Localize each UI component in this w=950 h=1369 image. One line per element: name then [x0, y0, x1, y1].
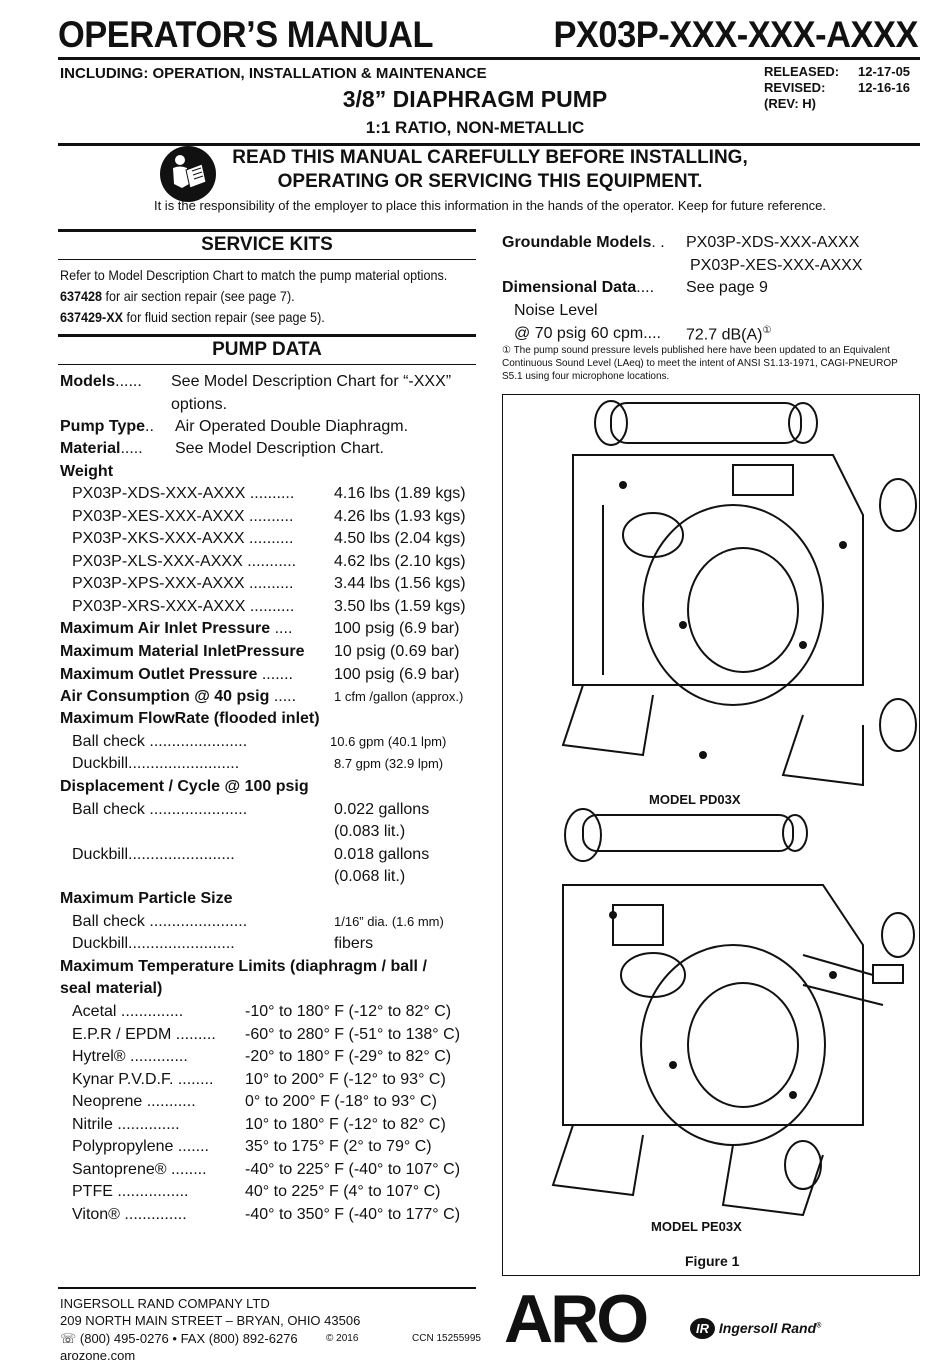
dot-leader: ..........: [249, 598, 295, 615]
dot-leader: ...........: [247, 552, 297, 570]
part-duck-label: Duckbill: [72, 935, 129, 952]
part-duck-value: fibers: [334, 935, 374, 952]
disp-ball-label: Ball check: [72, 801, 145, 818]
pump-data-rule: [58, 334, 476, 337]
dot-leader: ..........: [248, 575, 294, 593]
dot-leader: ........................: [128, 846, 235, 863]
temperature-range: 10° to 200° F (-12° to 93° C): [245, 1070, 446, 1088]
dot-leader: ......................: [149, 913, 248, 930]
company-name: INGERSOLL RAND COMPANY LTD: [60, 1296, 270, 1311]
flow-rate-heading: Maximum FlowRate (flooded inlet): [60, 710, 320, 727]
noise-footnote-mark: ①: [762, 325, 772, 336]
dot-leader: ..............: [120, 1003, 184, 1020]
ingersoll-rand-logo: IR Ingersoll Rand®: [690, 1318, 821, 1339]
particle-heading: Maximum Particle Size: [60, 890, 233, 907]
temperature-material: Acetal: [72, 1003, 117, 1020]
disp-ball-value-2: (0.083 lit.): [334, 823, 406, 840]
revised-value: 12-16-16: [858, 80, 911, 95]
dot-leader: ..: [145, 418, 154, 435]
temperature-range: 0° to 200° F (-18° to 93° C): [245, 1093, 437, 1110]
fluid-kit-text: for fluid section repair (see page 5).: [123, 309, 325, 325]
weight-value: 3.44 lbs (1.56 kgs): [334, 575, 466, 593]
temperature-material: Polypropylene: [72, 1138, 174, 1155]
weight-model: PX03P-XDS-XXX-AXXX: [72, 485, 246, 502]
weight-value: 4.62 lbs (2.10 kgs): [334, 552, 466, 570]
dimensional-value: See page 9: [686, 279, 768, 296]
pump-pe03x-illustration: [503, 805, 919, 1225]
weight-value: 4.26 lbs (1.93 kgs): [334, 507, 466, 525]
groundable-value-2: PX03P-XES-XXX-AXXX: [690, 257, 863, 274]
revision: (REV: H): [764, 96, 816, 111]
fluid-section-kit: [60, 309, 325, 325]
flow-duck-value: 8.7 gpm (32.9 lpm): [334, 756, 444, 771]
dot-leader: ..............: [124, 1205, 187, 1223]
weight-model: PX03P-XPS-XXX-AXXX: [72, 575, 245, 593]
air-consumption-label: Air Consumption @ 40 psig: [60, 688, 270, 705]
dot-leader: ..............: [117, 1115, 180, 1133]
flow-duck-label: Duckbill: [72, 755, 129, 772]
disp-ball-value: 0.022 gallons: [334, 801, 430, 818]
company-address: 209 NORTH MAIN STREET – BRYAN, OHIO 43506: [60, 1313, 361, 1328]
temperature-range: 40° to 225° F (4° to 107° C): [245, 1183, 441, 1200]
dot-leader: ....: [636, 279, 655, 296]
temperature-material: Neoprene: [72, 1093, 143, 1110]
dot-leader: ......: [115, 373, 142, 390]
dot-leader: ....: [643, 325, 661, 342]
weight-value: 4.16 lbs (1.89 kgs): [334, 485, 466, 502]
noise-label: Noise Level: [514, 302, 598, 319]
dot-leader: ........: [170, 1160, 207, 1178]
air-kit-text: for air section repair (see page 7).: [102, 288, 295, 304]
part-ball-label: Ball check: [72, 913, 145, 930]
models-value-2: options.: [171, 396, 228, 413]
ir-mark: IR: [690, 1318, 715, 1339]
dot-leader: . .: [651, 234, 665, 251]
pump-data-underline: [58, 364, 476, 365]
pump-data-heading: PUMP DATA: [212, 339, 322, 360]
temperature-material: Nitrile: [72, 1115, 113, 1133]
revised-label: REVISED:: [764, 80, 826, 95]
dot-leader: ......................: [149, 801, 248, 818]
ingersoll-rand-name: Ingersoll Rand: [718, 1320, 817, 1336]
temperature-range: -10° to 180° F (-12° to 82° C): [245, 1003, 452, 1020]
temperature-range: -40° to 350° F (-40° to 177° C): [245, 1205, 461, 1223]
part-ball-value: 1/16” dia. (1.6 mm): [334, 914, 444, 929]
weight-model: PX03P-XES-XXX-AXXX: [72, 507, 245, 525]
ccn-number: CCN 15255995: [412, 1333, 481, 1344]
warning-line-2: OPERATING OR SERVICING THIS EQUIPMENT.: [277, 171, 703, 192]
displacement-heading: Displacement / Cycle @ 100 psig: [60, 778, 309, 795]
dot-leader: .............: [130, 1048, 188, 1065]
released-value: 12-17-05: [858, 64, 911, 79]
weight-value: 4.50 lbs (2.04 kgs): [334, 530, 466, 548]
groundable-label: Groundable Models: [502, 234, 652, 251]
dot-leader: ......................: [149, 733, 248, 750]
max-material-label: Maximum Material InletPressure: [60, 643, 305, 660]
manual-title: OPERATOR’S MANUAL: [58, 14, 434, 55]
fluid-kit-code: 637429-XX: [60, 309, 124, 325]
groundable-row: [502, 234, 665, 252]
weight-model: PX03P-XRS-XXX-AXXX: [72, 598, 246, 615]
groundable-value-1: PX03P-XDS-XXX-AXXX: [686, 234, 860, 251]
dimensional-row: [502, 279, 654, 297]
phone-icon: ☏: [60, 1331, 77, 1346]
dot-leader: ................: [117, 1183, 189, 1200]
service-kits-underline: [58, 259, 476, 260]
dot-leader: .......: [261, 666, 293, 683]
noise-value: 72.7 dB(A): [686, 326, 763, 344]
disp-duck-value: 0.018 gallons: [334, 846, 430, 863]
noise-value-row: [686, 325, 771, 344]
figure-frame: [502, 394, 920, 1276]
max-air-value: 100 psig (6.9 bar): [334, 620, 460, 637]
dot-leader: ..........: [248, 530, 294, 548]
dot-leader: .........: [175, 1025, 216, 1043]
copyright: © 2016: [326, 1333, 359, 1344]
flow-ball-value: 10.6 gpm (40.1 lpm): [330, 734, 447, 749]
dot-leader: ....: [274, 620, 293, 637]
material-label: Material: [60, 440, 121, 457]
weight-model: PX03P-XKS-XXX-AXXX: [72, 530, 245, 548]
temperature-material: E.P.R / EPDM: [72, 1025, 172, 1043]
pump-type-value: Air Operated Double Diaphragm.: [175, 418, 409, 435]
temperature-material: Viton®: [72, 1205, 120, 1223]
pump-type-label: Pump Type: [60, 418, 146, 435]
dot-leader: ..........: [249, 485, 295, 502]
dimensional-label: Dimensional Data: [502, 279, 637, 296]
subtitle: INCLUDING: OPERATION, INSTALLATION & MAINTENANCE: [60, 65, 487, 82]
temperature-heading: Maximum Temperature Limits (diaphragm / ball /: [60, 958, 427, 975]
dot-leader: ........................: [128, 935, 235, 952]
footer-rule: [58, 1287, 476, 1289]
temperature-heading-2: seal material): [60, 980, 163, 997]
noise-row: [514, 325, 661, 343]
model-number-title: PX03P-XXX-XXX-AXXX: [553, 14, 918, 55]
caption-pd03x: MODEL PD03X: [649, 792, 741, 807]
air-section-kit: [60, 288, 295, 304]
released-label: RELEASED:: [764, 64, 840, 79]
air-consumption-value: 1 cfm /gallon (approx.): [334, 689, 464, 704]
temperature-range: 35° to 175° F (2° to 79° C): [245, 1138, 432, 1155]
noise-footnote: ① The pump sound pressure levels published here have been updated to an Equivalent Continuous Sound Level (LAeq) to meet the intent of ANSI S1.13-1971, CAGI-PNEUROP S5.1 using four microphone locations.: [502, 345, 898, 382]
weight-value: 3.50 lbs (1.59 kgs): [334, 598, 466, 615]
disp-duck-value-2: (0.068 lit.): [334, 868, 406, 885]
website: arozone.com: [60, 1348, 136, 1363]
figure-caption: Figure 1: [685, 1253, 740, 1269]
noise-condition: @ 70 psig 60 cpm: [514, 325, 644, 342]
models-label: Models: [60, 373, 116, 390]
models-value: See Model Description Chart for “-XXX”: [171, 373, 452, 390]
company-phone: (800) 495-0276 • FAX (800) 892-6276: [79, 1331, 298, 1346]
temperature-range: -40° to 225° F (-40° to 107° C): [245, 1160, 461, 1178]
dot-leader: .....: [273, 688, 297, 705]
warning-line-1: READ THIS MANUAL CAREFULLY BEFORE INSTALLING,: [232, 147, 748, 168]
dot-leader: .....: [120, 440, 143, 457]
dot-leader: ..........: [248, 507, 294, 525]
service-kits-intro: Refer to Model Description Chart to match the pump material options.: [60, 267, 448, 283]
product-title: 3/8” DIAPHRAGM PUMP: [342, 86, 608, 112]
service-kits-heading: SERVICE KITS: [201, 234, 333, 255]
temperature-range: -20° to 180° F (-29° to 82° C): [245, 1048, 452, 1065]
temperature-material: Hytrel®: [72, 1048, 126, 1065]
air-kit-code: 637428: [60, 288, 103, 304]
temperature-material: Santoprene®: [72, 1160, 167, 1178]
max-outlet-label: Maximum Outlet Pressure: [60, 666, 258, 683]
dot-leader: .........................: [128, 755, 240, 772]
temperature-range: 10° to 180° F (-12° to 82° C): [245, 1115, 446, 1133]
temperature-material: PTFE: [72, 1183, 113, 1200]
max-outlet-value: 100 psig (6.9 bar): [334, 666, 460, 683]
max-air-label: Maximum Air Inlet Pressure: [60, 620, 271, 637]
product-subtitle: 1:1 RATIO, NON-METALLIC: [365, 118, 585, 137]
responsibility-note: It is the responsibility of the employer to place this information in the hands of the operator. Keep for future reference.: [153, 198, 827, 213]
temperature-material: Kynar P.V.D.F.: [72, 1070, 174, 1088]
caption-pe03x: MODEL PE03X: [651, 1219, 742, 1234]
dot-leader: .......: [177, 1138, 209, 1155]
pump-pd03x-illustration: [503, 395, 919, 815]
dot-leader: ........: [177, 1070, 214, 1088]
company-phone-row: [60, 1330, 298, 1347]
aro-logo: ARO: [504, 1281, 647, 1357]
dot-leader: ...........: [146, 1093, 196, 1110]
flow-ball-label: Ball check: [72, 733, 145, 750]
weight-model: PX03P-XLS-XXX-AXXX: [72, 552, 243, 570]
service-kits-rule: [58, 229, 476, 232]
temperature-range: -60° to 280° F (-51° to 138° C): [245, 1025, 461, 1043]
weight-heading: Weight: [60, 463, 114, 480]
header-rule: [58, 57, 920, 60]
disp-duck-label: Duckbill: [72, 846, 129, 863]
max-material-value: 10 psig (0.69 bar): [334, 643, 460, 660]
material-value: See Model Description Chart.: [175, 440, 384, 457]
